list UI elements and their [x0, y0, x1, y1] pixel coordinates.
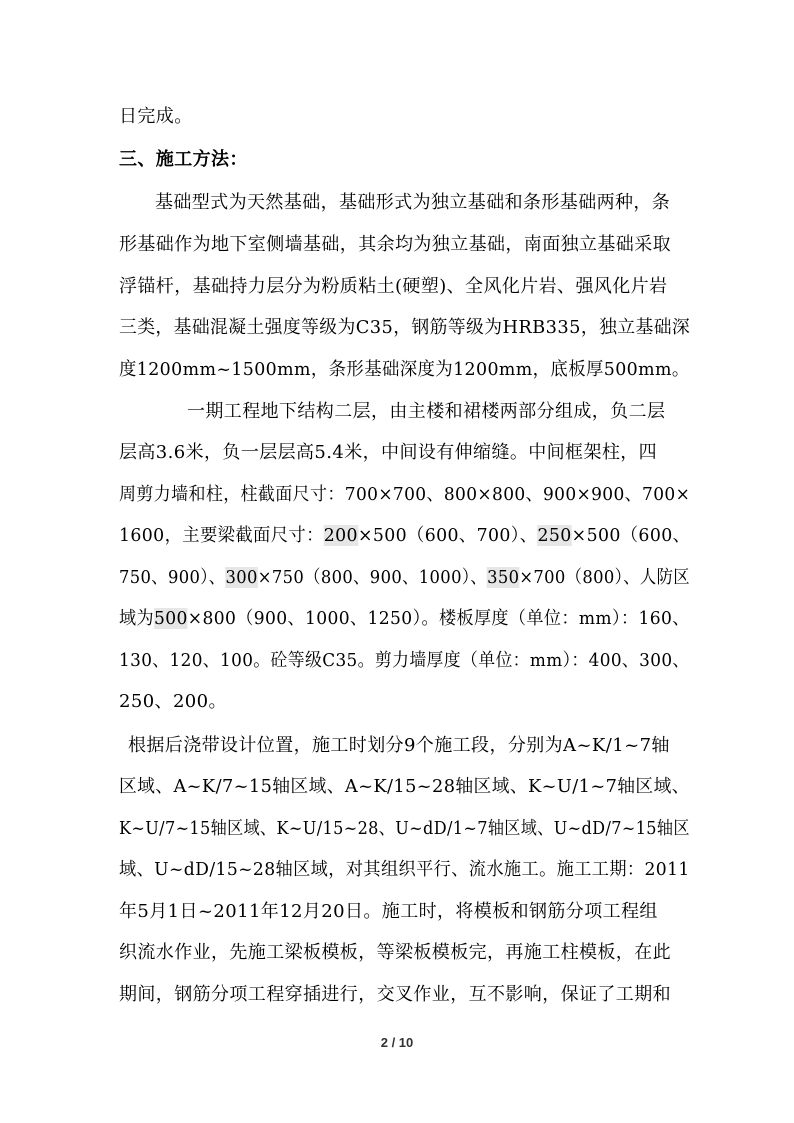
highlighted-value: 350	[487, 567, 520, 588]
text-segment: ×750（800、900、1000）、	[257, 567, 488, 588]
text-segment: 域为	[119, 608, 154, 629]
text-line: 区域、A~K/7~15轴区域、A~K/15~28轴区域、K~U/1~7轴区域、	[119, 776, 690, 797]
text-line: 根据后浇带设计位置，施工时划分9个施工段，分别为A~K/1~7轴	[128, 735, 670, 756]
text-segment: ×500（600、700）、	[357, 525, 538, 546]
text-line: 年5月1日~2011年12月20日。施工时，将模板和钢筋分项工程组	[119, 901, 658, 922]
text-line	[119, 605, 690, 633]
text-line: 层高3.6米，负一层层高5.4米，中间设有伸缩缝。中间框架柱，四	[119, 442, 658, 463]
page-number: 2 / 10	[380, 1035, 414, 1050]
text-line: 织流水作业，先施工梁板模板，等梁板模板完，再施工柱模板，在此	[119, 942, 671, 963]
text-line: 一期工程地下结构二层，由主楼和裙楼两部分组成，负二层	[187, 401, 666, 422]
text-line: 形基础作为地下室侧墙基础，其余均为独立基础，南面独立基础采取	[119, 234, 671, 255]
section-heading: 三、施工方法：	[119, 149, 248, 170]
highlighted-value: 200	[323, 525, 358, 546]
highlighted-value: 300	[225, 567, 258, 588]
text-line: 130、120、100。砼等级C35。剪力墙厚度（单位：mm）：400、300、	[119, 650, 690, 671]
text-line: 域、U~dD/15~28轴区域，对其组织平行、流水施工。施工工期：2011	[119, 859, 690, 880]
text-line: 浮锚杆，基础持力层分为粉质粘土(硬塑)、全风化片岩、强风化片岩	[119, 276, 668, 297]
text-line: 日完成。	[119, 106, 193, 127]
highlighted-value: 250	[537, 525, 572, 546]
text-line	[119, 564, 690, 592]
text-segment: ×800（900、1000、1250）。楼板厚度（单位：mm）：160、	[187, 608, 690, 629]
text-line: K~U/7~15轴区域、K~U/15~28、U~dD/1~7轴区域、U~dD/7~15轴区	[119, 818, 690, 839]
text-line: 250、200。	[119, 691, 227, 712]
text-segment: 1600，主要梁截面尺寸：	[119, 525, 324, 546]
text-line: 三类，基础混凝土强度等级为C35，钢筋等级为HRB335，独立基础深	[119, 317, 691, 338]
text-line: 期间，钢筋分项工程穿插进行，交叉作业，互不影响，保证了工期和	[119, 984, 671, 1005]
text-segment: ×500（600、	[571, 525, 691, 546]
text-segment: 750、900）、	[119, 567, 226, 588]
text-line: 周剪力墙和柱，柱截面尺寸：700×700、800×800、900×900、700×	[119, 484, 691, 505]
text-line: 度1200mm~1500mm，条形基础深度为1200mm，底板厚500mm。	[119, 359, 690, 380]
text-line: 基础型式为天然基础，基础形式为独立基础和条形基础两种，条	[155, 192, 671, 213]
text-line	[119, 522, 690, 550]
highlighted-value: 500	[153, 608, 188, 629]
text-segment: ×700（800）、人防区	[519, 567, 691, 588]
